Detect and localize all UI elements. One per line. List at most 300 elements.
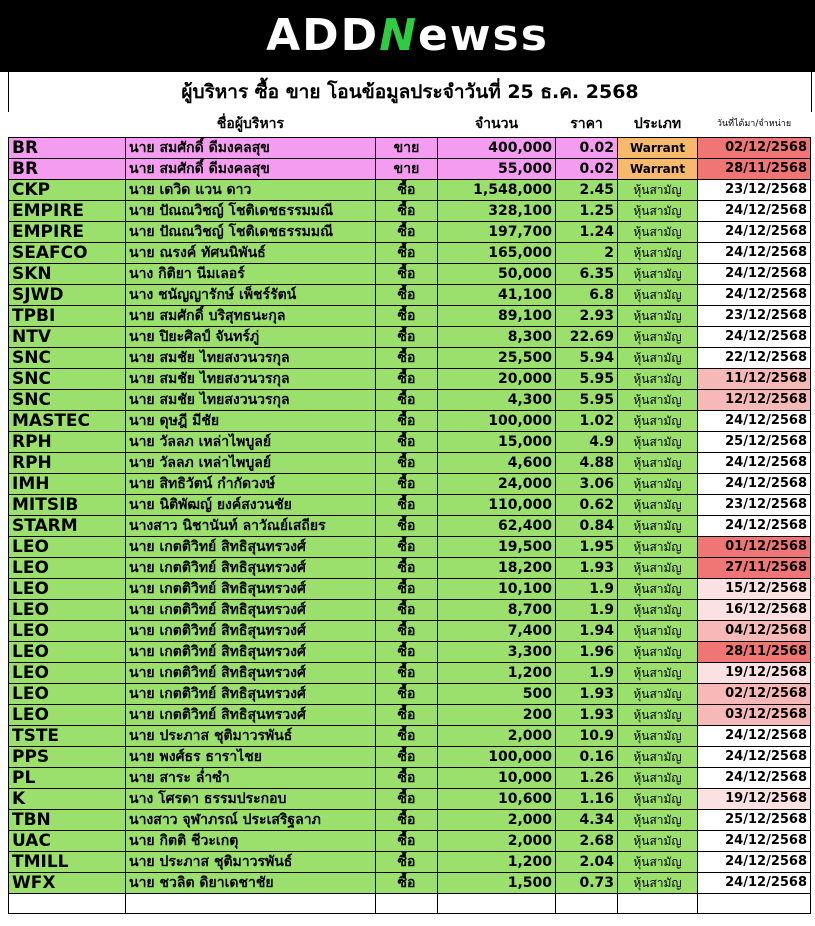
action-cell: ซื้อ — [376, 578, 438, 599]
name-cell: นาย วัลลภ เหล่าไพบูลย์ — [126, 431, 376, 452]
name-cell: นาย พงศ์ธร ธาราไชย — [126, 746, 376, 767]
action-cell: ซื้อ — [376, 200, 438, 221]
action-cell: ซื้อ — [376, 326, 438, 347]
date-cell: 24/12/2568 — [698, 830, 811, 851]
symbol-cell: MASTEC — [9, 410, 126, 431]
name-cell: นาย ประภาส ชุติมาวรพันธ์ — [126, 725, 376, 746]
name-cell: นาย เกตติวิทย์ สิทธิสุนทรวงศ์ — [126, 662, 376, 683]
price-cell: 4.88 — [556, 452, 618, 473]
action-cell: ซื้อ — [376, 368, 438, 389]
table-row — [9, 410, 811, 431]
type-cell: Warrant — [618, 137, 698, 158]
table-row — [9, 263, 811, 284]
name-cell: นาย ปัณณวิชญ์ โชติเดชธรรมมณี — [126, 200, 376, 221]
table-row — [9, 536, 811, 557]
symbol-cell: MITSIB — [9, 494, 126, 515]
symbol-cell: PL — [9, 767, 126, 788]
type-cell: หุ้นสามัญ — [618, 179, 698, 200]
action-cell: ซื้อ — [376, 473, 438, 494]
quantity-cell: 55,000 — [438, 158, 556, 179]
symbol-cell: K — [9, 788, 126, 809]
table-row — [9, 242, 811, 263]
name-cell: นาย ปิยะศิลป์ จันทร์ภู่ — [126, 326, 376, 347]
name-cell: นาย วัลลภ เหล่าไพบูลย์ — [126, 452, 376, 473]
price-cell: 1.94 — [556, 620, 618, 641]
date-cell: 24/12/2568 — [698, 767, 811, 788]
header-symbol — [9, 112, 126, 137]
symbol-cell: PPS — [9, 746, 126, 767]
quantity-cell: 1,200 — [438, 851, 556, 872]
quantity-cell: 200 — [438, 704, 556, 725]
table-row — [9, 158, 811, 179]
logo-text-n: N — [379, 10, 419, 61]
price-cell: 2 — [556, 242, 618, 263]
symbol-cell: LEO — [9, 599, 126, 620]
date-cell: 25/12/2568 — [698, 431, 811, 452]
price-cell: 0.02 — [556, 137, 618, 158]
action-cell: ซื้อ — [376, 872, 438, 893]
action-cell: ซื้อ — [376, 788, 438, 809]
price-cell: 2.68 — [556, 830, 618, 851]
price-cell: 1.9 — [556, 578, 618, 599]
type-cell: หุ้นสามัญ — [618, 368, 698, 389]
date-cell: 24/12/2568 — [698, 326, 811, 347]
date-cell: 24/12/2568 — [698, 725, 811, 746]
symbol-cell: SNC — [9, 347, 126, 368]
date-cell: 11/12/2568 — [698, 368, 811, 389]
type-cell: หุ้นสามัญ — [618, 347, 698, 368]
empty-cell — [376, 893, 438, 913]
table-row — [9, 788, 811, 809]
price-cell: 0.84 — [556, 515, 618, 536]
symbol-cell: LEO — [9, 683, 126, 704]
name-cell: นาย ประภาส ชุติมาวรพันธ์ — [126, 851, 376, 872]
empty-cell — [126, 893, 376, 913]
symbol-cell: LEO — [9, 704, 126, 725]
table-row — [9, 851, 811, 872]
action-cell: ซื้อ — [376, 263, 438, 284]
table-row — [9, 515, 811, 536]
price-cell: 0.73 — [556, 872, 618, 893]
header-type: ประเภท — [618, 112, 698, 137]
type-cell: หุ้นสามัญ — [618, 830, 698, 851]
table-row — [9, 305, 811, 326]
quantity-cell: 500 — [438, 683, 556, 704]
quantity-cell: 1,500 — [438, 872, 556, 893]
price-cell: 10.9 — [556, 725, 618, 746]
price-cell: 1.26 — [556, 767, 618, 788]
action-cell: ซื้อ — [376, 347, 438, 368]
name-cell: นาย สมศักดิ์ ดีมงคลสุข — [126, 158, 376, 179]
symbol-cell: TBN — [9, 809, 126, 830]
name-cell: นาย สมชัย ไทยสงวนวรกุล — [126, 389, 376, 410]
date-cell: 02/12/2568 — [698, 683, 811, 704]
type-cell: หุ้นสามัญ — [618, 704, 698, 725]
price-cell: 1.93 — [556, 557, 618, 578]
table-row — [9, 683, 811, 704]
price-cell: 1.9 — [556, 662, 618, 683]
symbol-cell: LEO — [9, 557, 126, 578]
table-row — [9, 809, 811, 830]
symbol-cell: SEAFCO — [9, 242, 126, 263]
quantity-cell: 328,100 — [438, 200, 556, 221]
type-cell: หุ้นสามัญ — [618, 326, 698, 347]
symbol-cell: UAC — [9, 830, 126, 851]
date-cell: 24/12/2568 — [698, 221, 811, 242]
empty-cell — [618, 893, 698, 913]
symbol-cell: TPBI — [9, 305, 126, 326]
date-cell: 22/12/2568 — [698, 347, 811, 368]
table-row — [9, 872, 811, 893]
quantity-cell: 4,600 — [438, 452, 556, 473]
header-quantity: จำนวน — [438, 112, 556, 137]
date-cell: 24/12/2568 — [698, 284, 811, 305]
symbol-cell: TSTE — [9, 725, 126, 746]
table-row — [9, 725, 811, 746]
action-cell: ซื้อ — [376, 305, 438, 326]
action-cell: ซื้อ — [376, 242, 438, 263]
type-cell: หุ้นสามัญ — [618, 452, 698, 473]
empty-cell — [698, 893, 811, 913]
price-cell: 1.93 — [556, 683, 618, 704]
quantity-cell: 110,000 — [438, 494, 556, 515]
date-cell: 24/12/2568 — [698, 200, 811, 221]
table-row — [9, 641, 811, 662]
type-cell: หุ้นสามัญ — [618, 725, 698, 746]
quantity-cell: 10,000 — [438, 767, 556, 788]
action-cell: ซื้อ — [376, 704, 438, 725]
name-cell: นาง ชนัญญารักษ์ เพ็ชร์รัตน์ — [126, 284, 376, 305]
price-cell: 1.24 — [556, 221, 618, 242]
empty-cell — [9, 893, 126, 913]
quantity-cell: 24,000 — [438, 473, 556, 494]
action-cell: ซื้อ — [376, 284, 438, 305]
date-cell: 15/12/2568 — [698, 578, 811, 599]
date-cell: 23/12/2568 — [698, 305, 811, 326]
header-name: ชื่อผู้บริหาร — [126, 112, 376, 137]
symbol-cell: IMH — [9, 473, 126, 494]
quantity-cell: 165,000 — [438, 242, 556, 263]
name-cell: นาง โศรดา ธรรมประกอบ — [126, 788, 376, 809]
table-row — [9, 494, 811, 515]
symbol-cell: BR — [9, 137, 126, 158]
name-cell: นาย เกตติวิทย์ สิทธิสุนทรวงศ์ — [126, 557, 376, 578]
type-cell: หุ้นสามัญ — [618, 305, 698, 326]
quantity-cell: 62,400 — [438, 515, 556, 536]
table-row — [9, 599, 811, 620]
date-cell: 02/12/2568 — [698, 137, 811, 158]
type-cell: หุ้นสามัญ — [618, 557, 698, 578]
action-cell: ขาย — [376, 158, 438, 179]
table-row — [9, 179, 811, 200]
date-cell: 24/12/2568 — [698, 515, 811, 536]
table-row — [9, 431, 811, 452]
symbol-cell: BR — [9, 158, 126, 179]
quantity-cell: 19,500 — [438, 536, 556, 557]
action-cell: ซื้อ — [376, 767, 438, 788]
quantity-cell: 89,100 — [438, 305, 556, 326]
type-cell: หุ้นสามัญ — [618, 746, 698, 767]
type-cell: หุ้นสามัญ — [618, 662, 698, 683]
table-row — [9, 620, 811, 641]
quantity-cell: 400,000 — [438, 137, 556, 158]
action-cell: ซื้อ — [376, 662, 438, 683]
action-cell: ซื้อ — [376, 389, 438, 410]
logo-text-right: ewss — [418, 10, 549, 61]
type-cell: หุ้นสามัญ — [618, 494, 698, 515]
action-cell: ซื้อ — [376, 557, 438, 578]
price-cell: 0.16 — [556, 746, 618, 767]
symbol-cell: LEO — [9, 578, 126, 599]
type-cell: หุ้นสามัญ — [618, 851, 698, 872]
date-cell: 24/12/2568 — [698, 263, 811, 284]
table-row — [9, 746, 811, 767]
table-row — [9, 704, 811, 725]
table-row — [9, 578, 811, 599]
price-cell: 1.9 — [556, 599, 618, 620]
empty-cell — [438, 893, 556, 913]
symbol-cell: LEO — [9, 536, 126, 557]
table-row — [9, 767, 811, 788]
table-row — [9, 200, 811, 221]
type-cell: หุ้นสามัญ — [618, 515, 698, 536]
symbol-cell: RPH — [9, 452, 126, 473]
symbol-cell: SNC — [9, 389, 126, 410]
header-date: วันที่ได้มา/จำหน่าย — [698, 112, 811, 137]
type-cell: หุ้นสามัญ — [618, 284, 698, 305]
name-cell: นาย เกตติวิทย์ สิทธิสุนทรวงศ์ — [126, 683, 376, 704]
type-cell: หุ้นสามัญ — [618, 221, 698, 242]
table-row — [9, 284, 811, 305]
quantity-cell: 1,200 — [438, 662, 556, 683]
price-cell: 1.95 — [556, 536, 618, 557]
symbol-cell: RPH — [9, 431, 126, 452]
type-cell: หุ้นสามัญ — [618, 872, 698, 893]
symbol-cell: CKP — [9, 179, 126, 200]
quantity-cell: 100,000 — [438, 410, 556, 431]
action-cell: ซื้อ — [376, 830, 438, 851]
name-cell: นาย ณรงค์ ทัศนนิพันธ์ — [126, 242, 376, 263]
table-row — [9, 662, 811, 683]
table-row — [9, 452, 811, 473]
price-cell: 1.96 — [556, 641, 618, 662]
report-title: ผู้บริหาร ซื้อ ขาย โอนข้อมูลประจำวันที่ 25 ธ.ค. 2568 — [8, 72, 812, 112]
name-cell: นาย เกตติวิทย์ สิทธิสุนทรวงศ์ — [126, 578, 376, 599]
type-cell: หุ้นสามัญ — [618, 473, 698, 494]
date-cell: 19/12/2568 — [698, 662, 811, 683]
symbol-cell: LEO — [9, 662, 126, 683]
insider-trades-table — [8, 112, 811, 914]
quantity-cell: 2,000 — [438, 830, 556, 851]
price-cell: 6.8 — [556, 284, 618, 305]
date-cell: 25/12/2568 — [698, 809, 811, 830]
price-cell: 5.95 — [556, 368, 618, 389]
name-cell: นาย สมชัย ไทยสงวนวรกุล — [126, 347, 376, 368]
symbol-cell: STARM — [9, 515, 126, 536]
type-cell: หุ้นสามัญ — [618, 431, 698, 452]
quantity-cell: 7,400 — [438, 620, 556, 641]
date-cell: 12/12/2568 — [698, 389, 811, 410]
type-cell: หุ้นสามัญ — [618, 578, 698, 599]
price-cell: 22.69 — [556, 326, 618, 347]
table-row — [9, 389, 811, 410]
date-cell: 24/12/2568 — [698, 410, 811, 431]
price-cell: 1.16 — [556, 788, 618, 809]
brand-banner — [0, 0, 815, 72]
table-body — [9, 137, 811, 913]
name-cell: นาย ดุษฎี มีชัย — [126, 410, 376, 431]
table-row — [9, 347, 811, 368]
action-cell: ซื้อ — [376, 683, 438, 704]
type-cell: หุ้นสามัญ — [618, 599, 698, 620]
symbol-cell: SNC — [9, 368, 126, 389]
symbol-cell: SJWD — [9, 284, 126, 305]
type-cell: หุ้นสามัญ — [618, 767, 698, 788]
price-cell: 4.9 — [556, 431, 618, 452]
type-cell: Warrant — [618, 158, 698, 179]
header-price: ราคา — [556, 112, 618, 137]
quantity-cell: 8,700 — [438, 599, 556, 620]
type-cell: หุ้นสามัญ — [618, 242, 698, 263]
price-cell: 3.06 — [556, 473, 618, 494]
action-cell: ซื้อ — [376, 851, 438, 872]
action-cell: ซื้อ — [376, 641, 438, 662]
price-cell: 5.94 — [556, 347, 618, 368]
price-cell: 1.93 — [556, 704, 618, 725]
type-cell: หุ้นสามัญ — [618, 620, 698, 641]
table-row — [9, 326, 811, 347]
type-cell: หุ้นสามัญ — [618, 200, 698, 221]
date-cell: 24/12/2568 — [698, 473, 811, 494]
table-row — [9, 473, 811, 494]
quantity-cell: 41,100 — [438, 284, 556, 305]
date-cell: 24/12/2568 — [698, 851, 811, 872]
date-cell: 24/12/2568 — [698, 452, 811, 473]
action-cell: ซื้อ — [376, 746, 438, 767]
type-cell: หุ้นสามัญ — [618, 263, 698, 284]
symbol-cell: EMPIRE — [9, 200, 126, 221]
price-cell: 2.04 — [556, 851, 618, 872]
action-cell: ซื้อ — [376, 809, 438, 830]
symbol-cell: TMILL — [9, 851, 126, 872]
quantity-cell: 10,100 — [438, 578, 556, 599]
type-cell: หุ้นสามัญ — [618, 641, 698, 662]
action-cell: ซื้อ — [376, 179, 438, 200]
quantity-cell: 3,300 — [438, 641, 556, 662]
name-cell: นาย นิติพัฒญ์ ยงค์สงวนชัย — [126, 494, 376, 515]
name-cell: นาย สาระ ล่ำซำ — [126, 767, 376, 788]
symbol-cell: EMPIRE — [9, 221, 126, 242]
name-cell: นาย ชวลิต ดิยาเดชาชัย — [126, 872, 376, 893]
quantity-cell: 197,700 — [438, 221, 556, 242]
brand-logo — [0, 8, 815, 64]
quantity-cell: 50,000 — [438, 263, 556, 284]
type-cell: หุ้นสามัญ — [618, 410, 698, 431]
action-cell: ซื้อ — [376, 515, 438, 536]
name-cell: นางสาว จุฬาภรณ์ ประเสริฐลาภ — [126, 809, 376, 830]
date-cell: 27/11/2568 — [698, 557, 811, 578]
empty-row — [9, 893, 811, 913]
table-row — [9, 221, 811, 242]
price-cell: 5.95 — [556, 389, 618, 410]
table-row — [9, 137, 811, 158]
table-row — [9, 830, 811, 851]
date-cell: 19/12/2568 — [698, 788, 811, 809]
type-cell: หุ้นสามัญ — [618, 536, 698, 557]
date-cell: 28/11/2568 — [698, 641, 811, 662]
header-action — [376, 112, 438, 137]
price-cell: 1.25 — [556, 200, 618, 221]
name-cell: นาย สมศักดิ์ บริสุทธนะกุล — [126, 305, 376, 326]
name-cell: นาย ปัณณวิชญ์ โชติเดชธรรมมณี — [126, 221, 376, 242]
date-cell: 04/12/2568 — [698, 620, 811, 641]
name-cell: นางสาว นิชานันท์ ลาวัณย์เสถียร — [126, 515, 376, 536]
type-cell: หุ้นสามัญ — [618, 683, 698, 704]
price-cell: 6.35 — [556, 263, 618, 284]
name-cell: นาย เกตติวิทย์ สิทธิสุนทรวงศ์ — [126, 620, 376, 641]
name-cell: นาย เกตติวิทย์ สิทธิสุนทรวงศ์ — [126, 599, 376, 620]
price-cell: 4.34 — [556, 809, 618, 830]
price-cell: 2.93 — [556, 305, 618, 326]
date-cell: 24/12/2568 — [698, 872, 811, 893]
symbol-cell: LEO — [9, 641, 126, 662]
name-cell: นาย เกตติวิทย์ สิทธิสุนทรวงศ์ — [126, 641, 376, 662]
type-cell: หุ้นสามัญ — [618, 788, 698, 809]
name-cell: นาย สิทธิวัตน์ กำกัดวงษ์ — [126, 473, 376, 494]
action-cell: ซื้อ — [376, 599, 438, 620]
price-cell: 2.45 — [556, 179, 618, 200]
action-cell: ซื้อ — [376, 452, 438, 473]
action-cell: ซื้อ — [376, 494, 438, 515]
price-cell: 1.02 — [556, 410, 618, 431]
action-cell: ซื้อ — [376, 410, 438, 431]
quantity-cell: 4,300 — [438, 389, 556, 410]
name-cell: นาย เกตติวิทย์ สิทธิสุนทรวงศ์ — [126, 704, 376, 725]
action-cell: ซื้อ — [376, 620, 438, 641]
name-cell: นาย เดวิด แวน ดาว — [126, 179, 376, 200]
action-cell: ซื้อ — [376, 725, 438, 746]
name-cell: นาย สมชัย ไทยสงวนวรกุล — [126, 368, 376, 389]
quantity-cell: 20,000 — [438, 368, 556, 389]
quantity-cell: 1,548,000 — [438, 179, 556, 200]
quantity-cell: 100,000 — [438, 746, 556, 767]
logo-text-left: ADD — [266, 10, 380, 61]
date-cell: 23/12/2568 — [698, 494, 811, 515]
action-cell: ซื้อ — [376, 221, 438, 242]
quantity-cell: 8,300 — [438, 326, 556, 347]
date-cell: 16/12/2568 — [698, 599, 811, 620]
quantity-cell: 2,000 — [438, 809, 556, 830]
symbol-cell: LEO — [9, 620, 126, 641]
name-cell: นาย เกตติวิทย์ สิทธิสุนทรวงศ์ — [126, 536, 376, 557]
table-row — [9, 368, 811, 389]
quantity-cell: 18,200 — [438, 557, 556, 578]
date-cell: 03/12/2568 — [698, 704, 811, 725]
action-cell: ขาย — [376, 137, 438, 158]
price-cell: 0.02 — [556, 158, 618, 179]
symbol-cell: WFX — [9, 872, 126, 893]
table-row — [9, 557, 811, 578]
date-cell: 24/12/2568 — [698, 746, 811, 767]
name-cell: นาย สมศักดิ์ ดีมงคลสุข — [126, 137, 376, 158]
action-cell: ซื้อ — [376, 431, 438, 452]
name-cell: นาย กิตติ ชีวะเกตุ — [126, 830, 376, 851]
price-cell: 0.62 — [556, 494, 618, 515]
quantity-cell: 2,000 — [438, 725, 556, 746]
quantity-cell: 25,500 — [438, 347, 556, 368]
table-header-row — [9, 112, 811, 137]
type-cell: หุ้นสามัญ — [618, 389, 698, 410]
